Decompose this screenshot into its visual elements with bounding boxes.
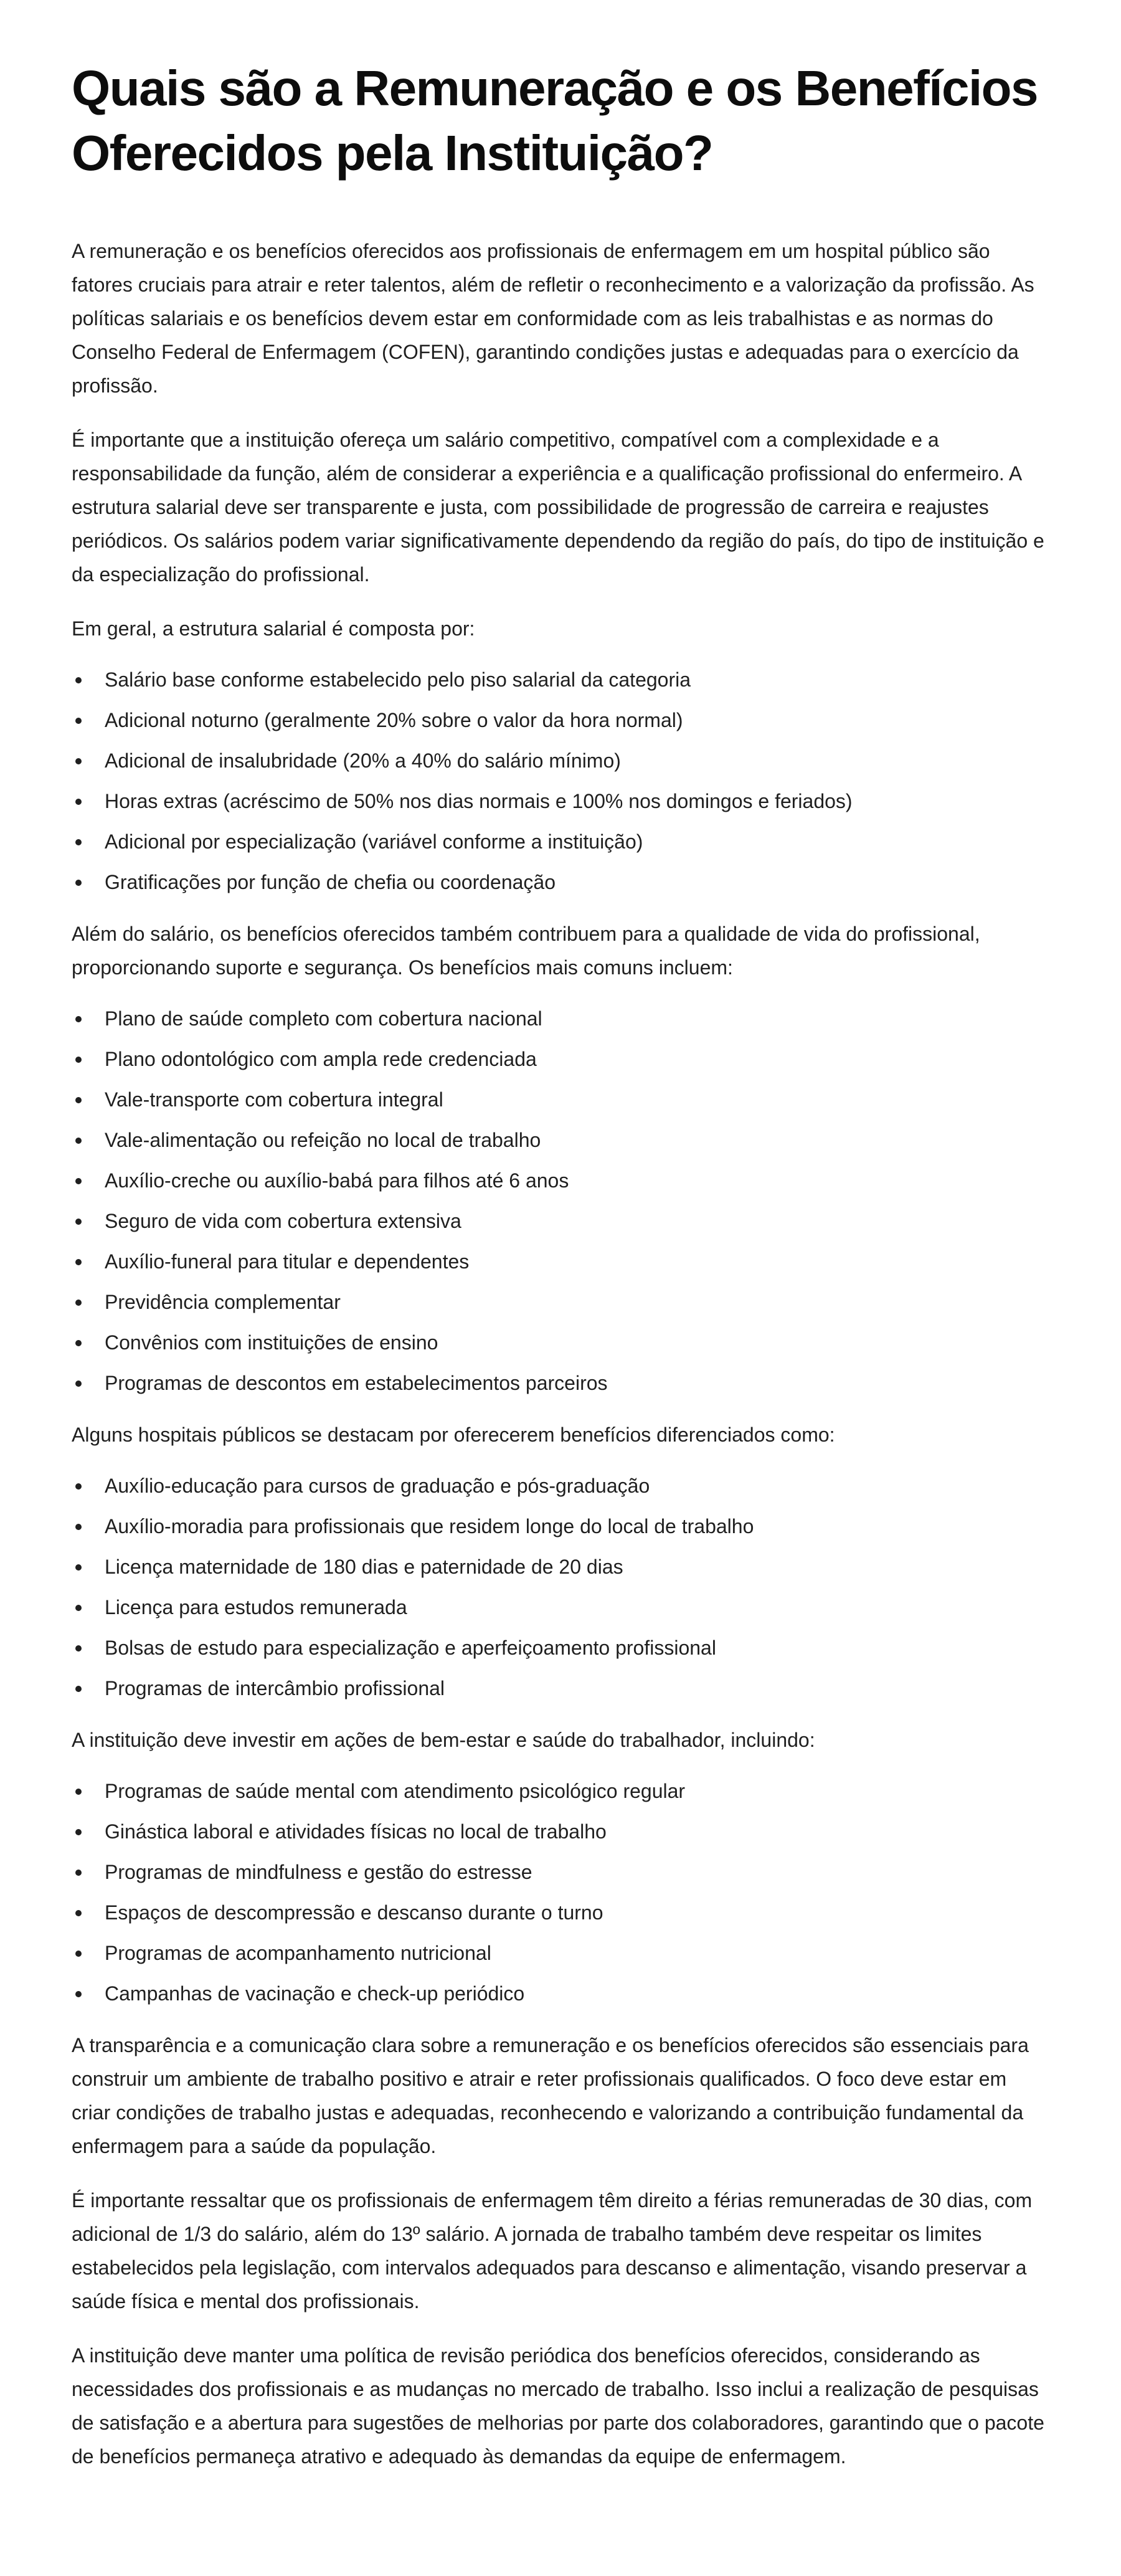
list-item: Vale-alimentação ou refeição no local de trabalho xyxy=(72,1126,1050,1154)
list-item: Previdência complementar xyxy=(72,1288,1050,1316)
list-item: Horas extras (acréscimo de 50% nos dias normais e 100% nos domingos e feriados) xyxy=(72,787,1050,815)
list-item: Adicional por especialização (variável conforme a instituição) xyxy=(72,828,1050,856)
list-item: Convênios com instituições de ensino xyxy=(72,1329,1050,1357)
list-item: Adicional de insalubridade (20% a 40% do salário mínimo) xyxy=(72,747,1050,775)
wellbeing-actions-list xyxy=(72,1777,1050,2008)
list-item: Programas de saúde mental com atendimento psicológico regular xyxy=(72,1777,1050,1805)
wellbeing-lead: A instituição deve investir em ações de bem-estar e saúde do trabalhador, incluindo: xyxy=(72,1729,815,1751)
list-item: Auxílio-funeral para titular e dependentes xyxy=(72,1248,1050,1276)
list-item: Gratificações por função de chefia ou coordenação xyxy=(72,868,1050,896)
list-item: Bolsas de estudo para especialização e aperfeiçoamento profissional xyxy=(72,1634,1050,1662)
list-item: Ginástica laboral e atividades físicas no local de trabalho xyxy=(72,1818,1050,1846)
page-title: Quais são a Remuneração e os Benefícios Oferecidos pela Instituição? xyxy=(72,60,1038,181)
list-item: Programas de mindfulness e gestão do estresse xyxy=(72,1858,1050,1886)
vacation-paragraph: É importante ressaltar que os profissionais de enfermagem têm direito a férias remuneradas de 30 dias, com adicional de 1/3 do salário, além do 13º salário. A jornada de trabalho também deve respeitar os limites estabelecidos pela legislação, com intervalos adequados para descanso e alimentação, visando preservar a saúde física e mental dos profissionais. xyxy=(72,2189,1033,2312)
list-item: Salário base conforme estabelecido pelo piso salarial da categoria xyxy=(72,666,1050,694)
common-benefits-list xyxy=(72,1005,1050,1397)
list-item: Auxílio-educação para cursos de graduação e pós-graduação xyxy=(72,1472,1050,1500)
list-item: Licença maternidade de 180 dias e paternidade de 20 dias xyxy=(72,1553,1050,1581)
benefits-lead: Além do salário, os benefícios oferecidos também contribuem para a qualidade de vida do profissional, proporcionando suporte e segurança. Os benefícios mais comuns incluem: xyxy=(72,923,980,979)
list-item: Seguro de vida com cobertura extensiva xyxy=(72,1207,1050,1235)
list-item: Plano odontológico com ampla rede credenciada xyxy=(72,1045,1050,1073)
list-item: Espaços de descompressão e descanso durante o turno xyxy=(72,1899,1050,1927)
salary-structure-lead: Em geral, a estrutura salarial é composta por: xyxy=(72,617,475,640)
list-item: Adicional noturno (geralmente 20% sobre o valor da hora normal) xyxy=(72,706,1050,734)
salary-structure-list xyxy=(72,666,1050,896)
review-paragraph: A instituição deve manter uma política de revisão periódica dos benefícios oferecidos, considerando as necessidades dos profissionais e as mudanças no mercado de trabalho. Isso inclui a realização de pesquisas de satisfação e a abertura para sugestões de melhorias por parte dos colaboradores, garantindo que o pacote de benefícios permaneça atrativo e adequado às demandas da equipe de enfermagem. xyxy=(72,2344,1044,2468)
differentiated-benefits-list xyxy=(72,1472,1050,1703)
list-item: Vale-transporte com cobertura integral xyxy=(72,1086,1050,1114)
list-item: Programas de acompanhamento nutricional xyxy=(72,1939,1050,1967)
list-item: Auxílio-moradia para profissionais que residem longe do local de trabalho xyxy=(72,1513,1050,1541)
list-item: Licença para estudos remunerada xyxy=(72,1594,1050,1622)
list-item: Programas de intercâmbio profissional xyxy=(72,1675,1050,1703)
salary-paragraph: É importante que a instituição ofereça um salário competitivo, compatível com a complexidade e a responsabilidade da função, além de considerar a experiência e a qualificação profissional do enfermeiro. A estrutura salarial deve ser transparente e justa, com possibilidade de progressão de carreira e reajustes periódicos. Os salários podem variar significativamente dependendo da região do país, do tipo de instituição e da especialização do profissional. xyxy=(72,429,1044,586)
transparency-paragraph: A transparência e a comunicação clara sobre a remuneração e os benefícios oferecidos são essenciais para construir um ambiente de trabalho positivo e atrair e reter profissionais qualificados. O foco deve estar em criar condições de trabalho justas e adequadas, reconhecendo e valorizando a contribuição fundamental da enfermagem para a saúde da população. xyxy=(72,2034,1029,2157)
differentiated-benefits-lead: Alguns hospitais públicos se destacam por oferecerem benefícios diferenciados como: xyxy=(72,1423,835,1446)
list-item: Campanhas de vacinação e check-up periódico xyxy=(72,1980,1050,2008)
intro-paragraph: A remuneração e os benefícios oferecidos aos profissionais de enfermagem em um hospital público são fatores cruciais para atrair e reter talentos, além de refletir o reconhecimento e a valorização da profissão. As políticas salariais e os benefícios devem estar em conformidade com as leis trabalhistas e as normas do Conselho Federal de Enfermagem (COFEN), garantindo condições justas e adequadas para o exercício da profissão. xyxy=(72,240,1034,397)
list-item: Auxílio-creche ou auxílio-babá para filhos até 6 anos xyxy=(72,1167,1050,1195)
list-item: Plano de saúde completo com cobertura nacional xyxy=(72,1005,1050,1033)
list-item: Programas de descontos em estabelecimentos parceiros xyxy=(72,1369,1050,1397)
